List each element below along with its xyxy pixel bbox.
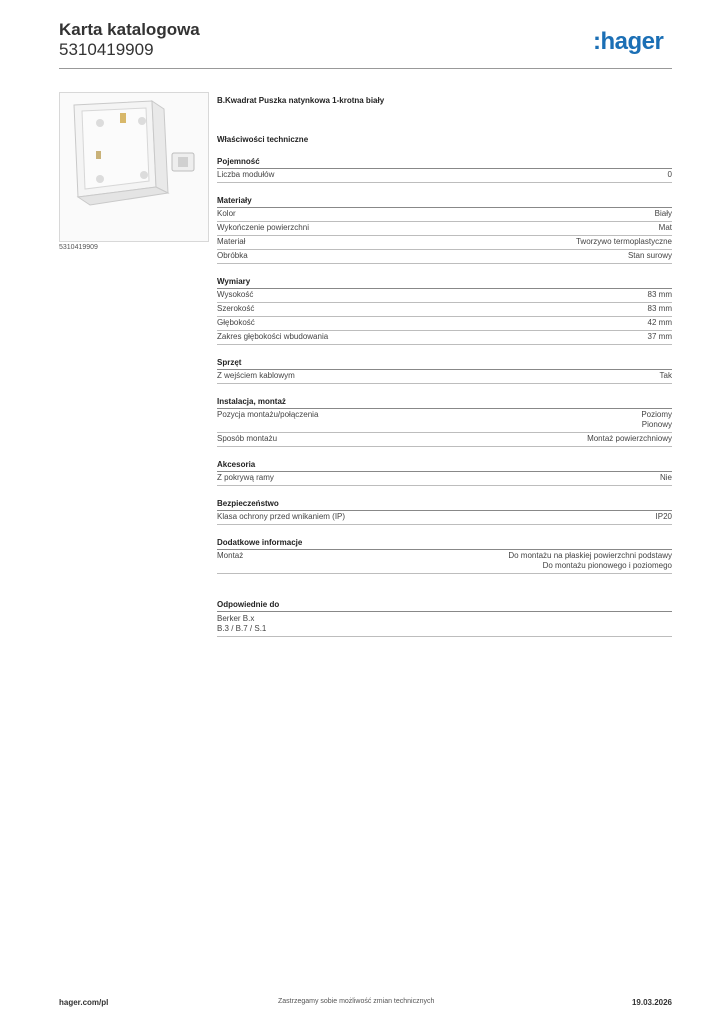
property-value-line: Pionowy xyxy=(641,420,672,429)
footer-website: hager.com/pl xyxy=(59,998,109,1007)
property-group xyxy=(217,460,672,486)
property-value xyxy=(655,209,672,219)
property-value-line: Do montażu pionowego i poziomego xyxy=(542,561,672,570)
property-value-line: Stan surowy xyxy=(627,251,672,260)
property-label: Obróbka xyxy=(217,251,248,260)
property-label: Liczba modułów xyxy=(217,170,275,179)
product-image xyxy=(59,92,209,242)
header-divider xyxy=(59,68,672,69)
surface-box-illustration xyxy=(60,93,208,241)
property-value xyxy=(660,473,672,483)
property-label: Szerokość xyxy=(217,304,255,313)
property-label: Zakres głębokości wbudowania xyxy=(217,332,329,341)
property-value-line: 42 mm xyxy=(647,318,672,327)
property-value xyxy=(648,318,672,328)
property-value xyxy=(628,251,672,261)
property-value xyxy=(508,551,672,571)
technical-properties-heading: Właściwości techniczne xyxy=(217,135,309,144)
property-group xyxy=(217,499,672,525)
property-group xyxy=(217,358,672,384)
property-group-title: Bezpieczeństwo xyxy=(217,499,672,511)
property-value-line: IP20 xyxy=(655,512,672,521)
document-number: 5310419909 xyxy=(59,40,154,59)
suitable-for-list xyxy=(217,612,672,637)
property-value-line: Nie xyxy=(659,473,672,482)
property-value-line: 37 mm xyxy=(647,332,672,341)
image-caption: 5310419909 xyxy=(59,244,98,251)
property-row xyxy=(217,169,672,183)
property-group-title: Pojemność xyxy=(217,157,672,169)
property-value-line: 83 mm xyxy=(647,304,672,313)
property-group xyxy=(217,397,672,447)
property-value-line: Biały xyxy=(654,209,672,218)
property-row xyxy=(217,331,672,345)
property-value xyxy=(641,410,672,430)
property-row xyxy=(217,250,672,264)
property-group-title: Akcesoria xyxy=(217,460,672,472)
property-value xyxy=(656,512,672,522)
property-group xyxy=(217,196,672,264)
property-label: Z wejściem kablowym xyxy=(217,371,295,380)
property-value xyxy=(668,170,672,180)
property-group xyxy=(217,538,672,574)
property-value xyxy=(587,434,672,444)
property-row xyxy=(217,370,672,384)
property-label: Z pokrywą ramy xyxy=(217,473,274,482)
property-value xyxy=(648,290,672,300)
property-row xyxy=(217,289,672,303)
property-row xyxy=(217,511,672,525)
property-label: Pozycja montażu/połączenia xyxy=(217,410,319,419)
property-group-title: Materiały xyxy=(217,196,672,208)
property-value xyxy=(659,223,672,233)
hager-logo: :hager xyxy=(593,28,664,55)
property-row xyxy=(217,550,672,574)
property-label: Montaż xyxy=(217,551,244,560)
property-value-line: Tak xyxy=(659,371,672,380)
suitable-for-section xyxy=(217,600,672,637)
property-label: Wykończenie powierzchni xyxy=(217,223,309,232)
property-value xyxy=(660,371,672,381)
property-label: Materiał xyxy=(217,237,246,246)
product-name: B.Kwadrat Puszka natynkowa 1-krotna biały xyxy=(217,96,385,105)
document-title: Karta katalogowa xyxy=(59,20,200,39)
property-row xyxy=(217,236,672,250)
property-label: Sposób montażu xyxy=(217,434,278,443)
property-group-title: Instalacja, montaż xyxy=(217,397,672,409)
property-row xyxy=(217,317,672,331)
property-row xyxy=(217,409,672,433)
property-label: Kolor xyxy=(217,209,236,218)
property-value-line: Do montażu na płaskiej powierzchni podstawy xyxy=(508,551,672,560)
property-group xyxy=(217,277,672,345)
properties-groups xyxy=(217,157,672,574)
document-header xyxy=(59,20,200,60)
suitable-item: Berker B.x xyxy=(217,614,255,623)
property-label: Klasa ochrony przed wnikaniem (IP) xyxy=(217,512,346,521)
property-value xyxy=(648,304,672,314)
property-row xyxy=(217,222,672,236)
property-group-title: Dodatkowe informacje xyxy=(217,538,672,550)
property-value xyxy=(648,332,672,342)
property-label: Głębokość xyxy=(217,318,255,327)
property-value-line: 83 mm xyxy=(647,290,672,299)
suitable-item: B.3 / B.7 / S.1 xyxy=(217,624,267,633)
property-group-title: Wymiary xyxy=(217,277,672,289)
property-group-title: Sprzęt xyxy=(217,358,672,370)
property-row xyxy=(217,303,672,317)
property-row xyxy=(217,472,672,486)
property-value-line: Tworzywo termoplastyczne xyxy=(575,237,672,246)
property-group xyxy=(217,157,672,183)
property-label: Wysokość xyxy=(217,290,254,299)
property-value-line: Poziomy xyxy=(641,410,672,419)
footer-date: 19.03.2026 xyxy=(631,998,672,1007)
property-value-line: Mat xyxy=(658,223,672,232)
suitable-for-title: Odpowiednie do xyxy=(217,600,672,612)
footer-disclaimer: Zastrzegamy sobie możliwość zmian technicznych xyxy=(278,998,435,1005)
property-value-line: 0 xyxy=(667,170,672,179)
property-value-line: Montaż powierzchniowy xyxy=(587,434,672,443)
product-details xyxy=(217,96,672,637)
property-row xyxy=(217,208,672,222)
property-value xyxy=(576,237,672,247)
property-row xyxy=(217,433,672,447)
